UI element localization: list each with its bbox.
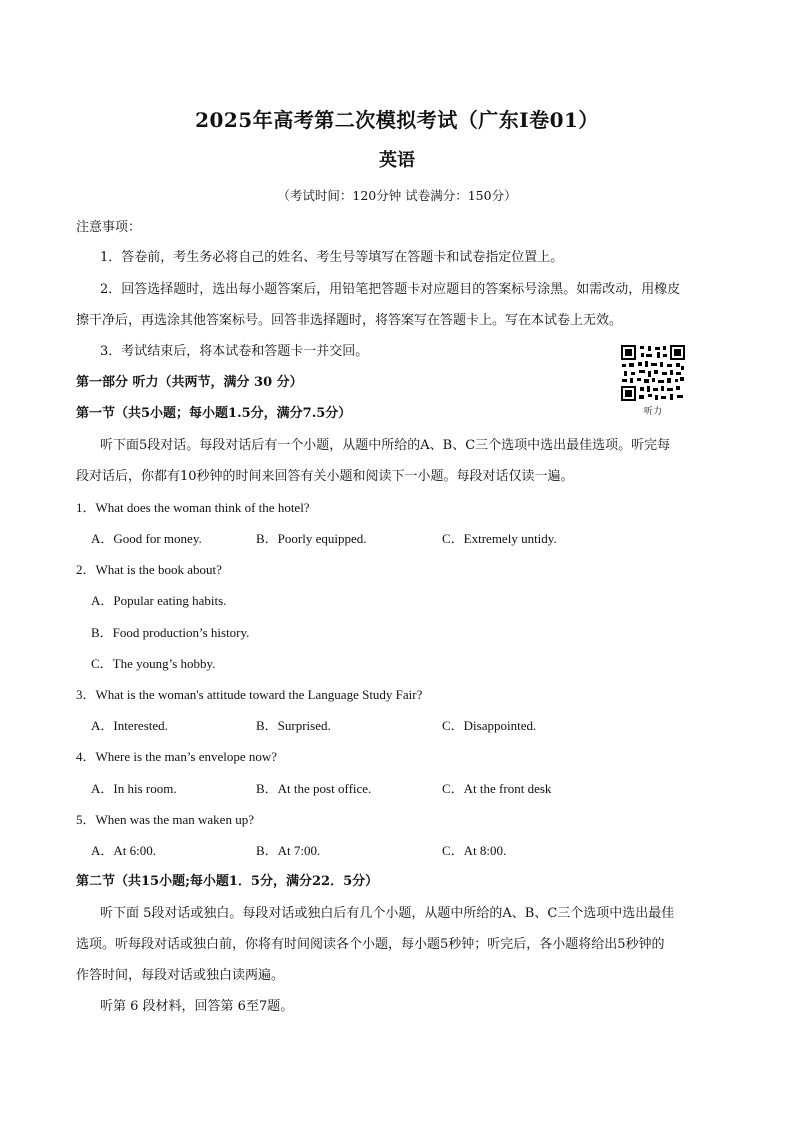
question-stem: 5．When was the man waken up? bbox=[76, 812, 254, 827]
option-a: A．Popular eating habits. bbox=[91, 593, 227, 608]
section1-instructions-line-2: 段对话后，你都有10秒钟的时间来回答有关小题和阅读下一小题。每段对话仅读一遍。 bbox=[76, 469, 574, 484]
section2-material: 听第 6 段材料，回答第 6至7题。 bbox=[100, 999, 294, 1014]
notice-item-3: 3．考试结束后，将本试卷和答题卡一并交回。 bbox=[100, 344, 369, 359]
option-c: C．At 8:00. bbox=[442, 843, 507, 858]
exam-info: （考试时间：120分钟 试卷满分：150分） bbox=[277, 188, 517, 203]
option-c: C．Disappointed. bbox=[442, 718, 537, 733]
notice-heading: 注意事项： bbox=[76, 220, 142, 235]
option-b: B．At the post office. bbox=[256, 781, 372, 796]
section1-instructions-line-1: 听下面5段对话。每段对话后有一个小题，从题中所给的A、B、C三个选项中选出最佳选项。听完每 bbox=[100, 438, 671, 453]
notice-item-2-line-2: 擦干净后，再选涂其他答案标号。回答非选择题时，将答案写在答题卡上。写在本试卷上无效。 bbox=[76, 313, 623, 328]
notice-item-2-line-1: 2．回答选择题时，选出每小题答案后，用铅笔把答题卡对应题目的答案标号涂黑。如需改动，用橡皮 bbox=[100, 282, 681, 297]
section1-heading: 第一节（共5小题；每小题1.5分，满分7.5分） bbox=[76, 406, 352, 421]
section2-instructions-line-3: 作答时间，每段对话或独白读两遍。 bbox=[76, 968, 285, 983]
qr-label: 听力 bbox=[643, 407, 662, 417]
section2-heading: 第二节（共15小题;每小题1．5分，满分22．5分） bbox=[76, 874, 379, 889]
page-title: 2025年高考第二次模拟考试（广东I卷01） bbox=[195, 108, 599, 132]
part1-heading: 第一部分 听力（共两节，满分 30 分） bbox=[76, 375, 303, 390]
question-stem: 2．What is the book about? bbox=[76, 562, 222, 577]
question-stem: 1．What does the woman think of the hotel? bbox=[76, 500, 310, 515]
question-stem: 4．Where is the man’s envelope now? bbox=[76, 749, 278, 764]
option-a: A．At 6:00. bbox=[91, 843, 157, 858]
option-b: B．Food production’s history. bbox=[91, 625, 250, 640]
option-c: C．The young’s hobby. bbox=[91, 656, 216, 671]
option-b: B．Poorly equipped. bbox=[256, 531, 367, 546]
notice-item-1: 1．答卷前，考生务必将自己的姓名、考生号等填写在答题卡和试卷指定位置上。 bbox=[100, 250, 564, 265]
subject-title: 英语 bbox=[379, 150, 415, 171]
option-b: B．Surprised. bbox=[256, 718, 331, 733]
option-a: A．Good for money. bbox=[91, 531, 202, 546]
option-c: C．At the front desk bbox=[442, 781, 552, 796]
option-a: A．In his room. bbox=[91, 781, 177, 796]
option-a: A．Interested. bbox=[91, 718, 168, 733]
option-b: B．At 7:00. bbox=[256, 843, 321, 858]
question-stem: 3．What is the woman's attitude toward the Language Study Fair? bbox=[76, 687, 423, 702]
section2-instructions-line-2: 选项。听每段对话或独白前，你将有时间阅读各个小题，每小题5秒钟；听完后，各小题将给出5秒钟的 bbox=[76, 937, 665, 952]
section2-instructions-line-1: 听下面 5段对话或独白。每段对话或独白后有几个小题，从题中所给的A、B、C三个选项中选出最佳 bbox=[100, 906, 675, 921]
option-c: C．Extremely untidy. bbox=[442, 531, 557, 546]
